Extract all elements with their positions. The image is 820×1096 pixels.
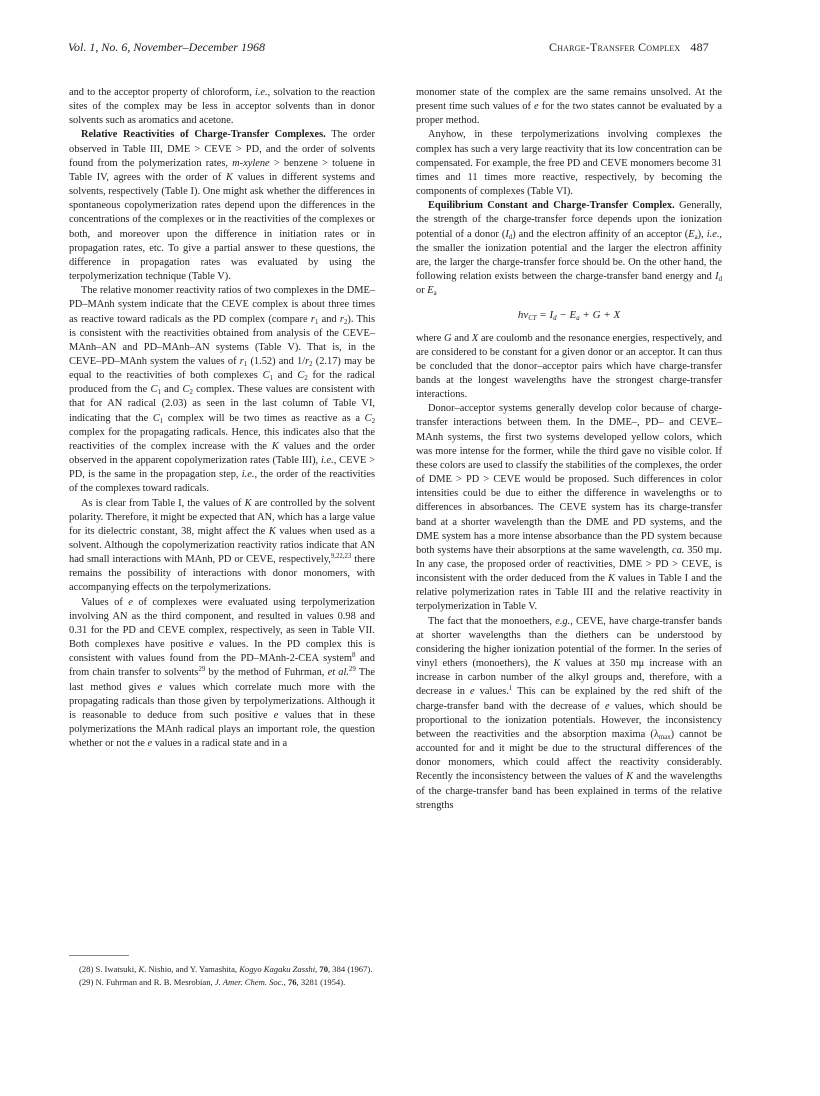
paragraph: and to the acceptor property of chloroform, i.e., solvation to the reaction sites of the complex may be less in acceptor solvents than in donor solvents such as aromatics and acetone.	[69, 87, 376, 127]
paragraph: Donor–acceptor systems generally develop color because of charge-transfer interactions between them. In the DME–, PD– and CEVE–MAnh systems, the first two systems developed yellow colors, which was more intense for the former, while the third gave no visible color. If these colors are used to classify the stabilities of the complexes, the order of DME > PD > CEVE would be proposed. Such differences in color intensities could be due to either the difference in wavelengths or to differences in absorbances. The CEVE system has its charge-transfer band at a shorter wavelength than the DME and PD systems, and the DME system has a more intense absorbance than the PD system because both systems have their absorptions at the same wavelength, ca. 350 mμ. In any case, the proposed order of reactivities, DME > PD > CEVE, is inconsistent with the order deduced from the K values in Table I and the relative polymerization rates in Table III and the relative reactivity in terpolymerization in Table V.	[416, 403, 723, 613]
section-heading: Relative Reactivities of Charge-Transfer Complexes.	[81, 129, 326, 141]
equation: $h\nu_{CT} = I_d - E_a + G + X$	[517, 309, 621, 323]
paragraph-text: Generally, the strength of the charge-transfer force depends upon the ionization potential of a donor $(I_d)$ and the electron affinity of an acceptor $(E_a)$, i.e., the smaller the ionization potential and the larger the electron affinity are, the larger the charge-transfer force should be. On the other hand, the following relation exists between the charge-transfer band energy and $I_d$ or $E_a$	[416, 200, 723, 298]
paragraph: where G and X are coulomb and the resonance energies, respectively, and are considered to be constant for a given donor or an acceptor. It can thus be concluded that the donor–acceptor pairs which have charge-transfer bands at the longest wavelengths have the strongest charge-transfer interactions.	[416, 332, 722, 401]
footnote-rule	[69, 955, 129, 956]
page-number: 487	[690, 40, 709, 54]
paragraph: monomer state of the complex are the same remains unsolved. At the present time such values of e for the two states cannot be evaluated by a proper method.	[416, 87, 722, 127]
paragraph-text: The order observed in Table III, DME > CEVE > PD, and the order of solvents found from the polymerization rates, m-xylene > benzene > toluene in Table IV, agrees with the order of K values in different systems and solvents, respectively (Table I). One might ask whether the differences in spontaneous copolymerization rates depend upon the differences in the concentrations of the complexes or in the reactivities of the complexes or both, and moreover upon the difference in initiation rates or in propagation rates, etc. To give a partial answer to these questions, the difference in propagation rates was evaluated by using the terpolymerization technique (Table V).	[69, 129, 375, 283]
left-column	[69, 86, 375, 751]
running-title: Charge-Transfer Complex	[548, 40, 681, 54]
footnotes	[69, 955, 375, 989]
right-column	[416, 86, 722, 813]
header-right	[549, 40, 709, 55]
paragraph: The fact that the monoethers, e.g., CEVE, have charge-transfer bands at shorter wavelengths than the diethers can be understood by considering the higher ionization potential of the former. In the series of vinyl ethers (monoethers), the K values at 350 mμ increase with an increase in carbon number of the alkyl groups and, therefore, with a decrease in e values.$^1$ This can be explained by the red shift of the charge-transfer band with the decrease of e values, which should be proportional to the ionization potentials. However, the inconsistency between the reactivities and the absorption maxima $(\lambda_{max})$ cannot be accounted for and it might be due to the structural differences of the donor monomers, which could affect the reactivity considerably. Recently the inconsistency between the values of K and the wavelengths of the charge-transfer band has been explained in terms of the relative strengths	[416, 615, 723, 811]
footnote: (28) S. Iwatsuki, K. Nishio, and Y. Yamashita, Kogyo Kagaku Zasshi, 70, 384 (1967).	[79, 964, 373, 974]
paragraph: Values of e of complexes were evaluated using terpolymerization involving AN as the third component, and resulted in values 0.98 and 0.31 for the PD and CEVE complex, respectively, as seen in Table VII. Both complexes have positive e values. In the PD complex this is consistent with values found from the PD–MAnh-2-CEA system$^8$ and from chain transfer to solvents$^{29}$ by the method of Fuhrman, et al.$^{29}$ The last method gives e values which correlate much more with the propagating radicals than those given by terpolymerizations. Although it is reasonable to deduce from such positive e values that in these polymerizations the MAnh radical plays an important role, the question whether or not the e values in a radical state and in a	[69, 596, 376, 750]
section-heading: Equilibrium Constant and Charge-Transfer Complex.	[428, 200, 675, 212]
paragraph: Anyhow, in these terpolymerizations involving complexes the complex has such a very large reactivity that its low concentration can be compensated. For example, the free PD and CEVE monomers become 31 times and 11 times more reactive, respectively, by becoming the components of complexes (Table VI).	[416, 129, 722, 198]
journal-issue: Vol. 1, No. 6, November–December 1968	[68, 40, 265, 54]
running-header	[68, 38, 709, 58]
paragraph	[416, 199, 722, 298]
footnote: (29) N. Fuhrman and R. B. Mesrobian, J. Amer. Chem. Soc., 76, 3281 (1954).	[79, 976, 346, 987]
paragraph: As is clear from Table I, the values of K are controlled by the solvent polarity. Therefore, it might be expected that AN, which has a large value for its dielectric constant, 38, might affect the K values when used as a solvent. Although the copolymerization reactivity ratios indicate that AN had small interactions with MAnh, PD or CEVE, respectively,$^{9,22,23}$ there remains the possibility of interactions with donor monomers, with accompanying effects on the terpolymerizations.	[69, 497, 375, 594]
paragraph	[69, 128, 375, 284]
paragraph: The relative monomer reactivity ratios of two complexes in the DME–PD–MAnh system indicate that the CEVE complex is about three times as reactive toward radicals as the PD complex (compare $r_1$ and $r_2$). This is consistent with the reactivities obtained from analysis of the CEVE–MAnh–AN and PD–MAnh–AN systems (Table V). That is, in the CEVE–PD–MAnh system the values of $r_1$ (1.52) and $1/r_2$ (2.17) may be equal to the reactivities of both complexes $C_1$ and $C_2$ for the radical produced from the $C_1$ and $C_2$ complex. These values are consistent with that for AN radical (2.03) as seen in the last column of Table VI, indicating that the $C_1$ complex will be two times as reactive as a $C_2$ complex for the propagating radicals. Hence, this indicates also that the reactivities of the complex increase with the K values and the order observed in the apparent copolymerization rates (Table III), i.e., CEVE > PD, is the same in the propagation step, i.e., the order of the reactivities of the complexes toward radicals.	[69, 285, 376, 495]
